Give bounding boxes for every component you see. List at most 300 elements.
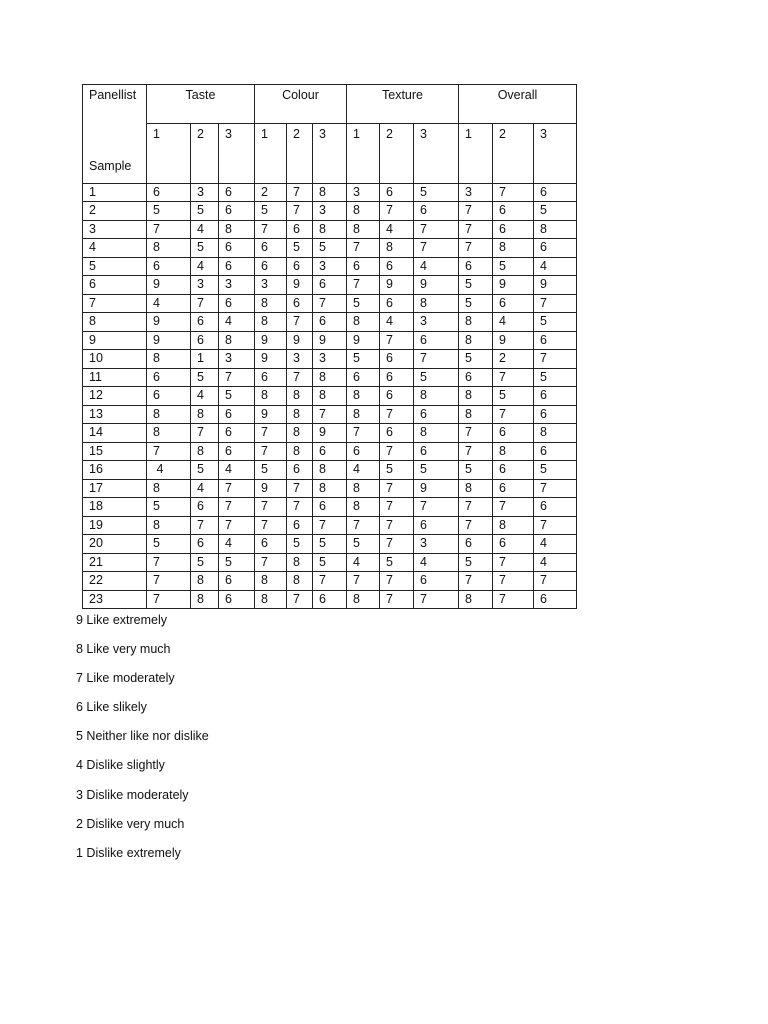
score-cell: 7: [459, 220, 493, 239]
score-cell: 8: [493, 516, 534, 535]
score-cell: 5: [287, 535, 313, 554]
table-row: [83, 276, 577, 295]
score-cell: 7: [287, 202, 313, 221]
score-cell: 6: [493, 424, 534, 443]
score-cell: 6: [287, 257, 313, 276]
score-cell: 5: [313, 553, 347, 572]
score-cell: 5: [459, 294, 493, 313]
score-cell: 7: [255, 553, 287, 572]
score-cell: 8: [191, 572, 219, 591]
score-cell: 4: [219, 461, 255, 480]
legend-item: 9 Like extremely: [76, 613, 168, 627]
score-cell: 9: [147, 313, 191, 332]
score-cell: 6: [287, 220, 313, 239]
score-cell: 6: [493, 294, 534, 313]
sample-number-cell: 17: [83, 479, 147, 498]
score-cell: 6: [287, 461, 313, 480]
score-cell: 7: [255, 424, 287, 443]
sample-number-cell: 7: [83, 294, 147, 313]
score-cell: 3: [313, 202, 347, 221]
score-cell: 7: [380, 202, 414, 221]
score-cell: 7: [534, 516, 577, 535]
score-cell: 8: [313, 387, 347, 406]
sample-number-cell: 23: [83, 590, 147, 609]
table-row: [83, 368, 577, 387]
score-cell: 3: [219, 350, 255, 369]
score-cell: 6: [255, 368, 287, 387]
score-cell: 7: [459, 202, 493, 221]
sensory-scores-table: [82, 84, 577, 609]
score-cell: 4: [347, 553, 380, 572]
score-cell: 8: [287, 572, 313, 591]
sample-header: Sample: [83, 124, 147, 184]
score-cell: 9: [493, 331, 534, 350]
score-cell: 4: [534, 553, 577, 572]
score-cell: 6: [414, 442, 459, 461]
sample-number-cell: 19: [83, 516, 147, 535]
score-cell: 8: [147, 479, 191, 498]
score-cell: 8: [313, 183, 347, 202]
table-row: [83, 294, 577, 313]
score-cell: 5: [313, 239, 347, 258]
score-cell: 7: [347, 516, 380, 535]
score-cell: 5: [347, 535, 380, 554]
sample-number-cell: 4: [83, 239, 147, 258]
score-cell: 6: [493, 535, 534, 554]
score-cell: 9: [380, 276, 414, 295]
score-cell: 5: [255, 202, 287, 221]
score-cell: 6: [414, 331, 459, 350]
score-cell: 5: [313, 535, 347, 554]
score-cell: 5: [287, 239, 313, 258]
score-cell: 6: [219, 424, 255, 443]
score-cell: 3: [414, 535, 459, 554]
score-cell: 7: [287, 479, 313, 498]
panellist-number: 2: [191, 124, 219, 184]
score-cell: 8: [147, 405, 191, 424]
score-cell: 6: [534, 331, 577, 350]
score-cell: 7: [287, 313, 313, 332]
score-cell: 8: [347, 498, 380, 517]
score-cell: 7: [219, 479, 255, 498]
legend-item: 2 Dislike very much: [76, 816, 185, 831]
score-cell: 6: [147, 368, 191, 387]
score-cell: 6: [287, 294, 313, 313]
score-cell: 7: [147, 553, 191, 572]
score-cell: 5: [219, 553, 255, 572]
score-cell: 6: [219, 294, 255, 313]
sample-number-cell: 5: [83, 257, 147, 276]
score-cell: 9: [414, 276, 459, 295]
score-cell: 8: [147, 239, 191, 258]
score-cell: 5: [534, 461, 577, 480]
score-cell: 9: [255, 405, 287, 424]
score-cell: 7: [287, 368, 313, 387]
score-cell: 4: [380, 220, 414, 239]
score-cell: 7: [255, 220, 287, 239]
score-cell: 7: [313, 572, 347, 591]
legend-item: 5 Neither like nor dislike: [76, 729, 209, 744]
score-cell: 6: [219, 257, 255, 276]
score-cell: 8: [287, 553, 313, 572]
score-cell: 3: [313, 350, 347, 369]
score-cell: 3: [219, 276, 255, 295]
score-cell: 4: [414, 553, 459, 572]
score-cell: 5: [493, 257, 534, 276]
sample-number-cell: 8: [83, 313, 147, 332]
legend-item: 1 Dislike extremely: [76, 845, 181, 860]
score-cell: 4: [534, 257, 577, 276]
score-cell: 7: [191, 294, 219, 313]
score-cell: 1: [191, 350, 219, 369]
score-cell: 8: [219, 220, 255, 239]
score-cell: 8: [147, 350, 191, 369]
score-cell: 8: [255, 572, 287, 591]
panellist-number: 3: [534, 124, 577, 184]
legend-item: 6 Like slikely: [76, 700, 147, 715]
score-cell: 8: [347, 202, 380, 221]
score-cell: 7: [147, 590, 191, 609]
score-cell: 8: [313, 461, 347, 480]
score-cell: 7: [287, 498, 313, 517]
score-cell: 8: [459, 479, 493, 498]
score-cell: 7: [414, 350, 459, 369]
score-cell: 8: [219, 331, 255, 350]
score-cell: 6: [380, 294, 414, 313]
score-cell: 7: [255, 498, 287, 517]
score-cell: 7: [147, 572, 191, 591]
score-cell: 6: [347, 442, 380, 461]
score-cell: 8: [459, 590, 493, 609]
score-cell: 6: [147, 183, 191, 202]
score-cell: 7: [534, 572, 577, 591]
score-cell: 8: [414, 294, 459, 313]
score-cell: 5: [147, 535, 191, 554]
score-cell: 6: [459, 368, 493, 387]
score-cell: 7: [219, 368, 255, 387]
score-cell: 9: [414, 479, 459, 498]
panellist-number: 3: [313, 124, 347, 184]
score-cell: 8: [534, 220, 577, 239]
score-cell: 3: [313, 257, 347, 276]
score-cell: 6: [534, 239, 577, 258]
table-row: [83, 239, 577, 258]
group-header-taste: Taste: [147, 85, 255, 124]
score-cell: 6: [459, 257, 493, 276]
score-cell: 7: [380, 442, 414, 461]
score-cell: 6: [534, 442, 577, 461]
score-cell: 8: [347, 479, 380, 498]
panellist-number: 1: [347, 124, 380, 184]
table-row: [83, 442, 577, 461]
score-cell: 7: [313, 405, 347, 424]
panellist-header: Panellist: [83, 85, 147, 124]
score-cell: 6: [287, 516, 313, 535]
score-cell: 3: [287, 350, 313, 369]
score-cell: 5: [255, 461, 287, 480]
panellist-number: 1: [255, 124, 287, 184]
score-cell: 8: [287, 442, 313, 461]
score-cell: 6: [255, 257, 287, 276]
score-cell: 6: [255, 239, 287, 258]
score-cell: 9: [287, 331, 313, 350]
score-cell: 7: [493, 368, 534, 387]
group-header-colour: Colour: [255, 85, 347, 124]
score-cell: 5: [219, 387, 255, 406]
score-cell: 4: [219, 535, 255, 554]
score-cell: 6: [347, 257, 380, 276]
panellist-number: 3: [219, 124, 255, 184]
score-cell: 9: [255, 350, 287, 369]
score-cell: 5: [191, 461, 219, 480]
score-cell: 8: [287, 405, 313, 424]
score-cell: 5: [347, 294, 380, 313]
score-cell: 6: [414, 202, 459, 221]
sample-number-cell: 16: [83, 461, 147, 480]
score-cell: 5: [459, 553, 493, 572]
score-cell: 8: [414, 387, 459, 406]
table-row: [83, 202, 577, 221]
table-row: [83, 220, 577, 239]
score-cell: 7: [380, 516, 414, 535]
score-cell: 7: [347, 276, 380, 295]
score-cell: 6: [191, 331, 219, 350]
score-cell: 8: [255, 387, 287, 406]
table-row: [83, 387, 577, 406]
score-cell: 6: [147, 257, 191, 276]
table-row: [83, 590, 577, 609]
score-cell: 7: [313, 294, 347, 313]
score-cell: 9: [534, 276, 577, 295]
sample-number-cell: 6: [83, 276, 147, 295]
score-cell: 5: [459, 276, 493, 295]
score-cell: 4: [493, 313, 534, 332]
score-cell: 8: [255, 313, 287, 332]
score-cell: 4: [347, 461, 380, 480]
score-cell: 9: [147, 331, 191, 350]
table-row: [83, 424, 577, 443]
score-cell: 5: [191, 239, 219, 258]
panellist-number: 1: [147, 124, 191, 184]
score-cell: 7: [147, 442, 191, 461]
score-cell: 6: [414, 405, 459, 424]
sample-number-cell: 2: [83, 202, 147, 221]
score-cell: 5: [191, 202, 219, 221]
score-cell: 7: [414, 590, 459, 609]
sample-number-cell: 20: [83, 535, 147, 554]
score-cell: 8: [147, 424, 191, 443]
score-cell: 5: [414, 183, 459, 202]
score-cell: 6: [380, 368, 414, 387]
score-cell: 8: [255, 590, 287, 609]
score-cell: 5: [147, 498, 191, 517]
score-cell: 8: [459, 331, 493, 350]
group-header-row: [83, 85, 577, 124]
score-cell: 6: [534, 590, 577, 609]
score-cell: 5: [459, 461, 493, 480]
score-cell: 6: [191, 313, 219, 332]
score-cell: 5: [380, 553, 414, 572]
score-cell: 5: [534, 202, 577, 221]
score-cell: 9: [287, 276, 313, 295]
score-cell: 7: [287, 590, 313, 609]
score-cell: 7: [414, 220, 459, 239]
score-cell: 7: [380, 405, 414, 424]
score-cell: 7: [380, 498, 414, 517]
score-cell: 6: [493, 479, 534, 498]
score-cell: 7: [380, 479, 414, 498]
score-cell: 7: [347, 239, 380, 258]
score-cell: 4: [191, 257, 219, 276]
group-header-overall: Overall: [459, 85, 577, 124]
score-cell: 3: [414, 313, 459, 332]
score-cell: 6: [380, 387, 414, 406]
group-header-texture: Texture: [347, 85, 459, 124]
sample-number-cell: 11: [83, 368, 147, 387]
score-cell: 7: [459, 442, 493, 461]
score-cell: 7: [459, 572, 493, 591]
score-cell: 7: [459, 516, 493, 535]
score-cell: 6: [219, 442, 255, 461]
sample-number-cell: 22: [83, 572, 147, 591]
table-row: [83, 479, 577, 498]
score-cell: 8: [459, 313, 493, 332]
score-cell: 5: [191, 553, 219, 572]
score-cell: 7: [459, 424, 493, 443]
score-cell: 6: [534, 387, 577, 406]
score-cell: 6: [459, 535, 493, 554]
score-cell: 6: [219, 202, 255, 221]
score-cell: 6: [380, 350, 414, 369]
score-cell: 5: [414, 461, 459, 480]
score-cell: 7: [380, 535, 414, 554]
score-cell: 8: [347, 387, 380, 406]
legend-item: 7 Like moderately: [76, 671, 175, 686]
score-cell: 6: [147, 387, 191, 406]
score-cell: 5: [147, 202, 191, 221]
score-cell: 7: [255, 516, 287, 535]
score-cell: 6: [313, 498, 347, 517]
score-cell: 9: [313, 424, 347, 443]
score-cell: 6: [313, 590, 347, 609]
score-cell: 7: [191, 424, 219, 443]
score-cell: 8: [287, 387, 313, 406]
score-cell: 4: [191, 387, 219, 406]
panellist-number-row: [83, 124, 577, 184]
score-cell: 2: [255, 183, 287, 202]
score-cell: 7: [313, 516, 347, 535]
score-cell: 3: [459, 183, 493, 202]
score-cell: 7: [493, 405, 534, 424]
sample-number-cell: 3: [83, 220, 147, 239]
score-cell: 7: [493, 183, 534, 202]
score-cell: 6: [313, 276, 347, 295]
score-cell: 5: [414, 368, 459, 387]
score-cell: 7: [459, 498, 493, 517]
score-cell: 4: [147, 461, 191, 480]
table-row: [83, 350, 577, 369]
score-cell: 5: [347, 350, 380, 369]
panellist-number: 2: [493, 124, 534, 184]
score-cell: 7: [191, 516, 219, 535]
score-cell: 7: [493, 590, 534, 609]
score-cell: 8: [255, 294, 287, 313]
score-cell: 4: [147, 294, 191, 313]
score-cell: 8: [459, 405, 493, 424]
sample-number-cell: 15: [83, 442, 147, 461]
legend-item: 4 Dislike slightly: [76, 758, 165, 773]
score-cell: 6: [414, 572, 459, 591]
sample-number-cell: 9: [83, 331, 147, 350]
score-cell: 6: [493, 202, 534, 221]
score-cell: 4: [219, 313, 255, 332]
score-cell: 8: [313, 220, 347, 239]
score-cell: 5: [493, 387, 534, 406]
score-cell: 5: [534, 368, 577, 387]
panellist-number: 2: [287, 124, 313, 184]
score-cell: 6: [347, 368, 380, 387]
table-row: [83, 331, 577, 350]
table-row: [83, 535, 577, 554]
score-cell: 8: [347, 590, 380, 609]
score-cell: 9: [147, 276, 191, 295]
score-cell: 7: [459, 239, 493, 258]
score-cell: 6: [534, 498, 577, 517]
score-cell: 4: [380, 313, 414, 332]
table-row: [83, 257, 577, 276]
legend-item: 3 Dislike moderately: [76, 787, 189, 802]
score-cell: 4: [191, 220, 219, 239]
score-cell: 7: [380, 590, 414, 609]
score-cell: 3: [191, 276, 219, 295]
table-row: [83, 405, 577, 424]
score-cell: 7: [380, 572, 414, 591]
rating-scale-legend: [76, 611, 209, 873]
score-cell: 8: [147, 516, 191, 535]
score-cell: 7: [493, 572, 534, 591]
score-cell: 7: [414, 239, 459, 258]
score-cell: 8: [380, 239, 414, 258]
table-row: [83, 461, 577, 480]
score-cell: 2: [493, 350, 534, 369]
score-cell: 5: [534, 313, 577, 332]
table-row: [83, 313, 577, 332]
score-cell: 8: [347, 313, 380, 332]
table-row: [83, 572, 577, 591]
score-cell: 8: [287, 424, 313, 443]
table-row: [83, 498, 577, 517]
score-cell: 7: [255, 442, 287, 461]
score-cell: 3: [191, 183, 219, 202]
score-cell: 7: [287, 183, 313, 202]
sample-number-cell: 10: [83, 350, 147, 369]
score-cell: 7: [493, 498, 534, 517]
score-cell: 8: [534, 424, 577, 443]
table-row: [83, 183, 577, 202]
score-cell: 8: [459, 387, 493, 406]
score-cell: 9: [493, 276, 534, 295]
score-cell: 8: [493, 239, 534, 258]
score-cell: 5: [459, 350, 493, 369]
sample-number-cell: 14: [83, 424, 147, 443]
sample-number-cell: 18: [83, 498, 147, 517]
score-cell: 7: [219, 516, 255, 535]
score-cell: 6: [219, 590, 255, 609]
score-cell: 7: [534, 479, 577, 498]
score-cell: 4: [191, 479, 219, 498]
score-cell: 4: [414, 257, 459, 276]
score-cell: 6: [380, 257, 414, 276]
